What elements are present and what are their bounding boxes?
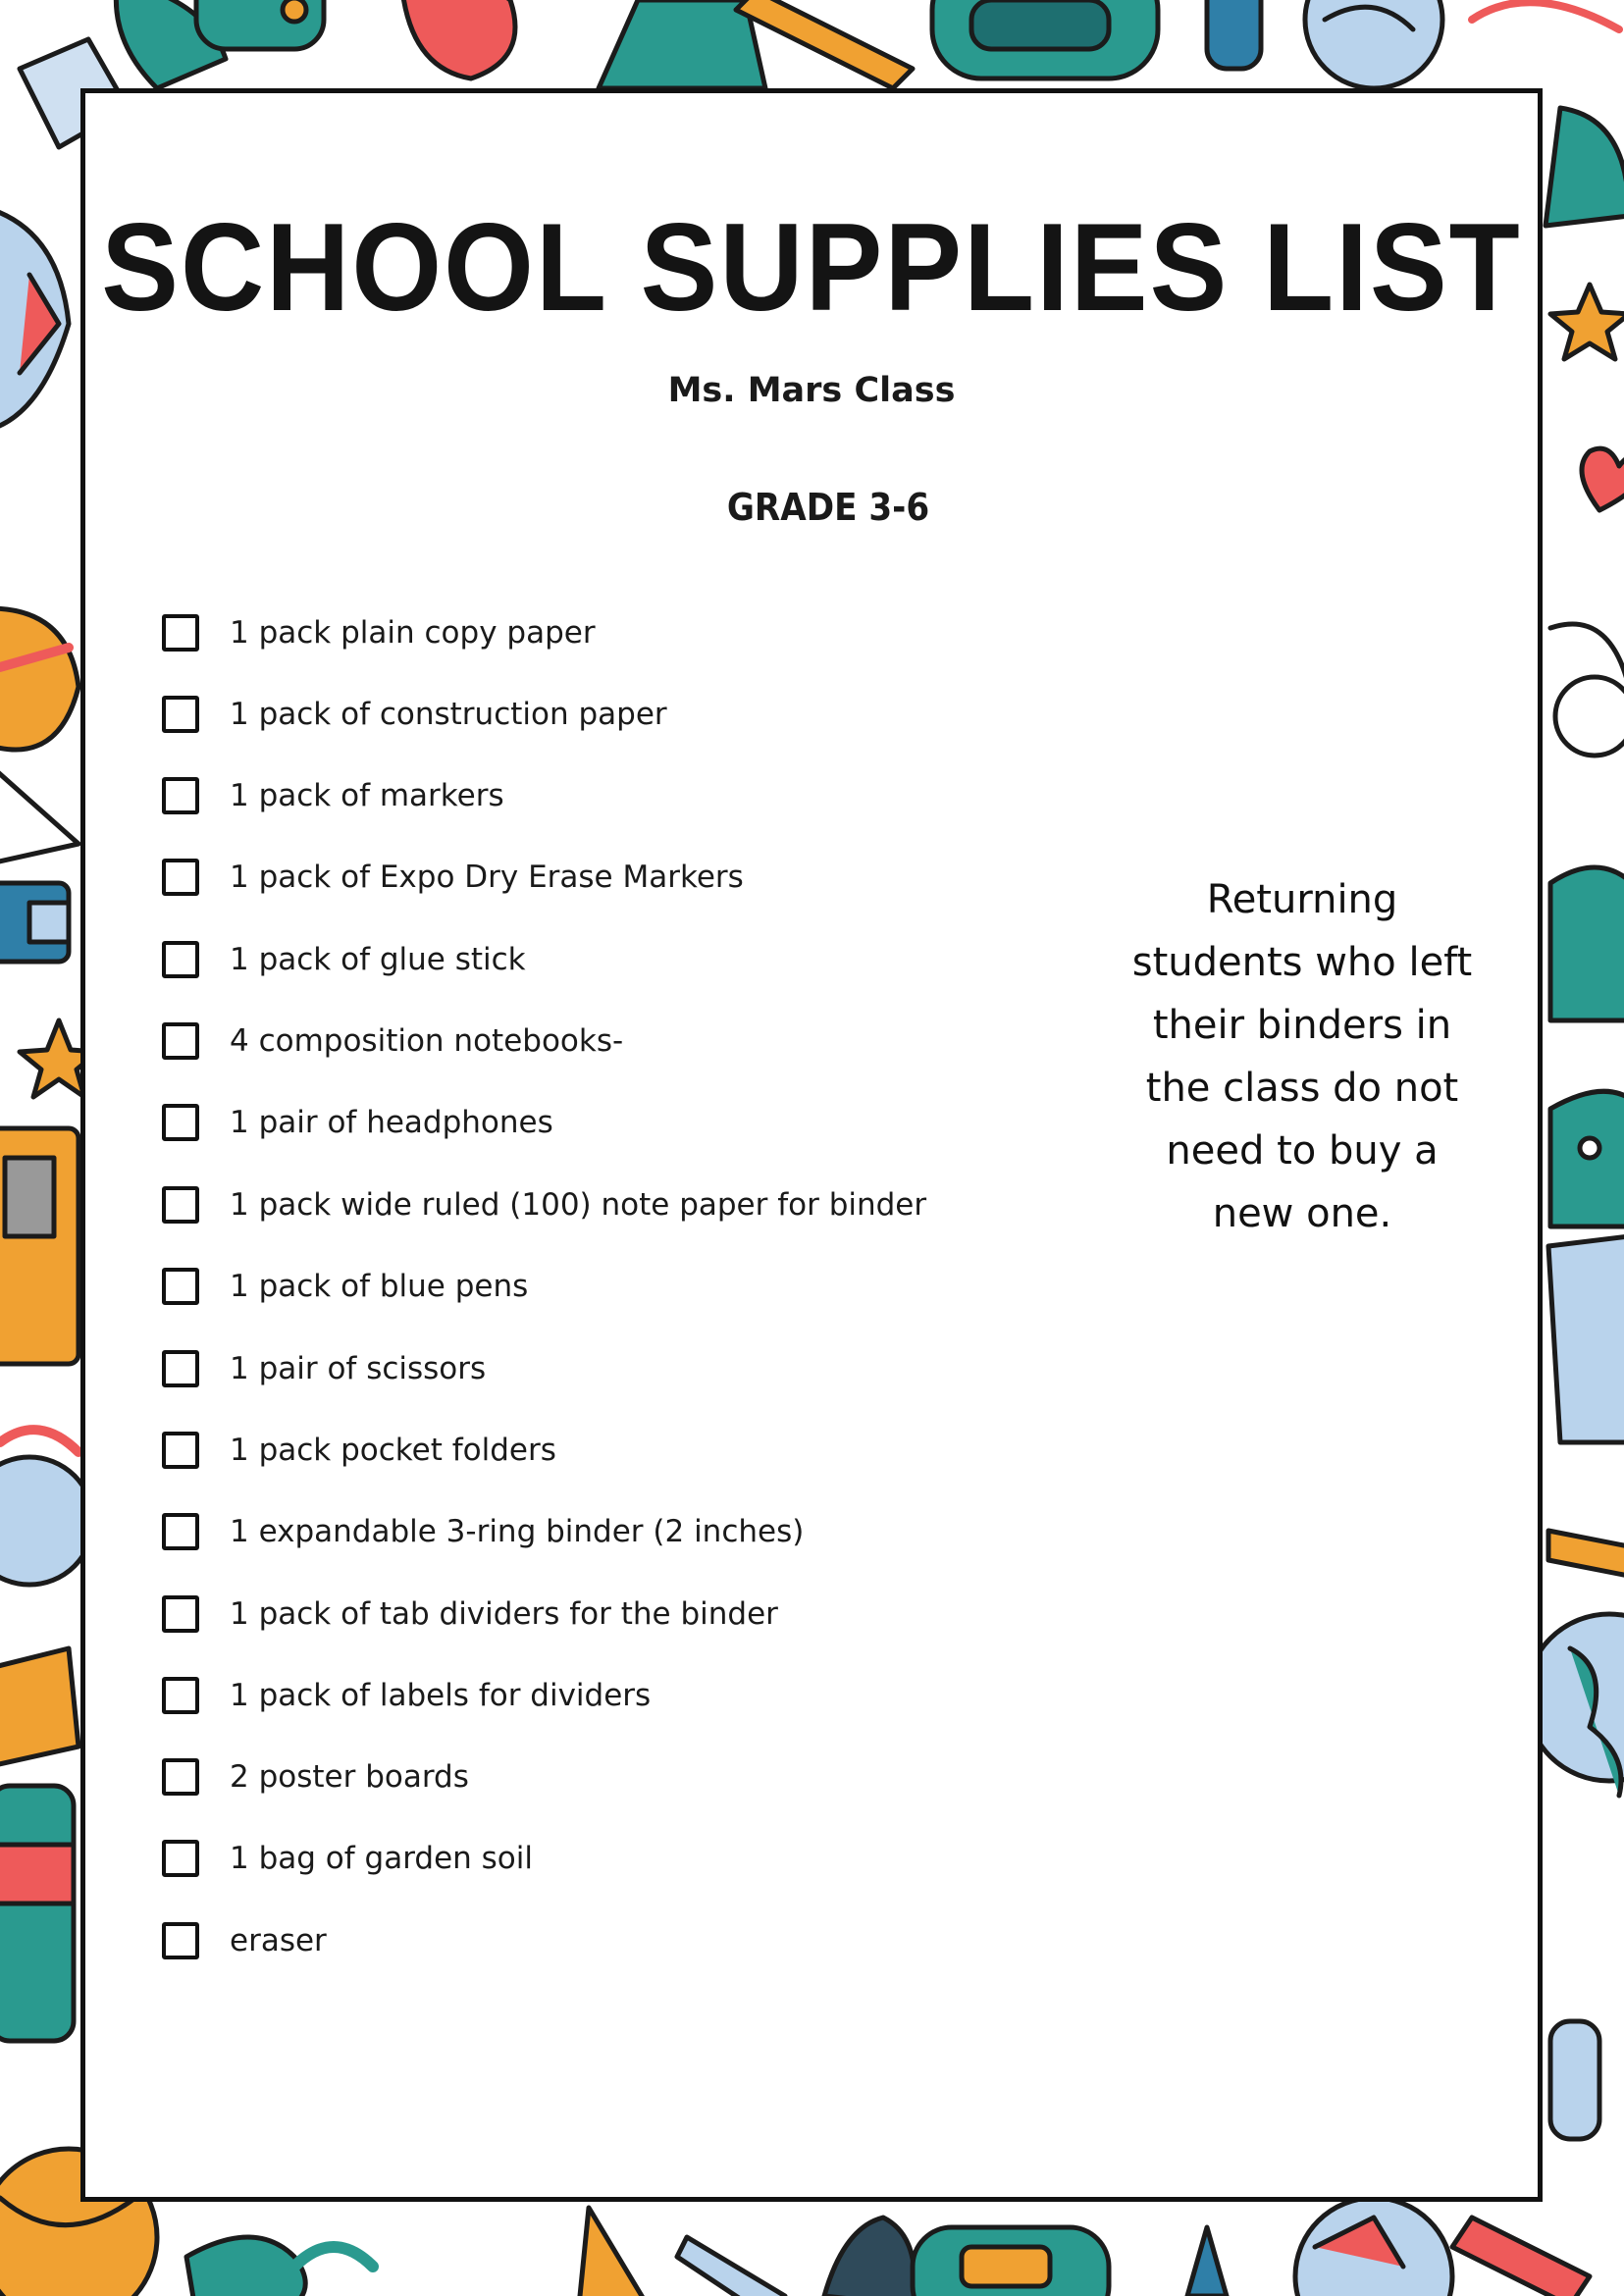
checklist-item[interactable] [162,766,1045,825]
checkbox[interactable] [162,777,199,814]
note-line: Returning [1206,877,1398,922]
checklist-item[interactable] [162,685,1045,744]
checkbox[interactable] [162,1677,199,1714]
globe-doodle [0,1430,93,1585]
globe-doodle [1295,2198,1452,2296]
note-line: their binders in [1152,1003,1452,1048]
checklist-item-label: eraser [230,1923,327,1958]
mushroom-doodle [1550,1091,1624,1226]
checkbox[interactable] [162,941,199,978]
scissors-doodle [1472,2,1619,29]
flask-doodle [1545,108,1624,226]
checkbox[interactable] [162,696,199,733]
crayon-doodle [0,1648,79,1766]
checklist-item-label: 1 pack of glue stick [230,942,526,977]
checklist-item[interactable] [162,1502,1045,1561]
pen-doodle [1187,2227,1227,2296]
checklist-item[interactable] [162,930,1045,989]
lamp-doodle [1550,867,1624,1020]
checklist-item[interactable] [162,1421,1045,1480]
plant-doodle [186,2237,305,2296]
heart-doodle [1582,448,1624,510]
leaf-doodle [579,2208,648,2296]
test-tube-doodle [1207,0,1261,69]
checklist-item-label: 4 composition notebooks- [230,1023,624,1059]
apple-doodle [402,0,515,78]
checklist-item[interactable] [162,848,1045,907]
checklist-item[interactable] [162,1911,1045,1970]
returning-students-note [1096,868,1508,1245]
calculator-doodle [0,1128,79,1364]
grade-label: GRADE 3-6 [726,486,930,529]
checklist-item-label: 1 pack pocket folders [230,1433,556,1468]
lamp-doodle [824,2218,915,2296]
checkbox[interactable] [162,1513,199,1550]
backpack-doodle [913,2227,1109,2296]
checklist-item-label: 1 pack of markers [230,778,504,813]
checkbox[interactable] [162,859,199,896]
feather-doodle [0,765,79,863]
checklist-item-label: 1 bag of garden soil [230,1841,533,1876]
checklist-item-label: 1 pack wide ruled (100) note paper for binder [230,1187,927,1223]
pencil-doodle [677,2237,785,2296]
checklist-item-label: 1 pack of blue pens [230,1269,529,1304]
checkbox[interactable] [162,1840,199,1877]
checkbox[interactable] [162,1432,199,1469]
checkbox[interactable] [162,1268,199,1305]
test-tube-doodle [1550,2021,1599,2139]
pencil-doodle [1452,2218,1590,2296]
marker-doodle [0,883,69,962]
note-line: students who left [1131,940,1473,985]
checklist-item-label: 1 pack of tab dividers for the binder [230,1596,778,1632]
checklist-item-label: 1 pair of scissors [230,1351,487,1386]
checklist-item-label: 1 pack of labels for dividers [230,1678,652,1713]
checklist-item-label: 1 pack of Expo Dry Erase Markers [230,860,744,895]
checklist-item[interactable] [162,1829,1045,1888]
supplies-card [80,88,1543,2202]
pencil-doodle [1548,1531,1624,1580]
checklist-item-label: 1 pair of headphones [230,1105,553,1140]
checkbox[interactable] [162,1104,199,1141]
class-subtitle: Ms. Mars Class [667,371,956,410]
checklist-item-label: 1 expandable 3-ring binder (2 inches) [230,1514,805,1549]
checkbox[interactable] [162,1186,199,1224]
headphones-doodle [1550,624,1624,756]
checkbox[interactable] [162,1022,199,1060]
checkbox[interactable] [162,1758,199,1796]
note-line: the class do not [1145,1066,1459,1111]
checklist-item[interactable] [162,1666,1045,1725]
checklist-item-label: 2 poster boards [230,1759,469,1795]
checklist-item[interactable] [162,1012,1045,1070]
bottle-doodle [196,0,324,49]
ball-doodle [0,608,79,750]
checkbox[interactable] [162,1922,199,1959]
checklist-item[interactable] [162,1257,1045,1316]
checkbox[interactable] [162,1595,199,1633]
checklist-item[interactable] [162,1585,1045,1644]
checkbox[interactable] [162,1350,199,1387]
bottle-doodle [0,1786,74,2041]
checklist-item[interactable] [162,1175,1045,1234]
star-doodle [1550,285,1624,359]
checklist-item[interactable] [162,1093,1045,1152]
globe-doodle [1305,0,1442,88]
page-title: SCHOOL SUPPLIES LIST [101,197,1522,339]
checklist-item[interactable] [162,1339,1045,1398]
note-line: need to buy a [1166,1128,1439,1174]
checklist-item-label: 1 pack of construction paper [230,697,667,732]
checklist-item[interactable] [162,1748,1045,1806]
note-line: new one. [1212,1191,1392,1236]
beaker-doodle [1548,1236,1624,1442]
backpack-doodle [932,0,1158,78]
checklist-item[interactable] [162,603,1045,662]
flower-doodle [294,2247,373,2267]
rocket-doodle [0,206,69,432]
checkbox[interactable] [162,614,199,652]
checklist-item-label: 1 pack plain copy paper [230,615,596,651]
